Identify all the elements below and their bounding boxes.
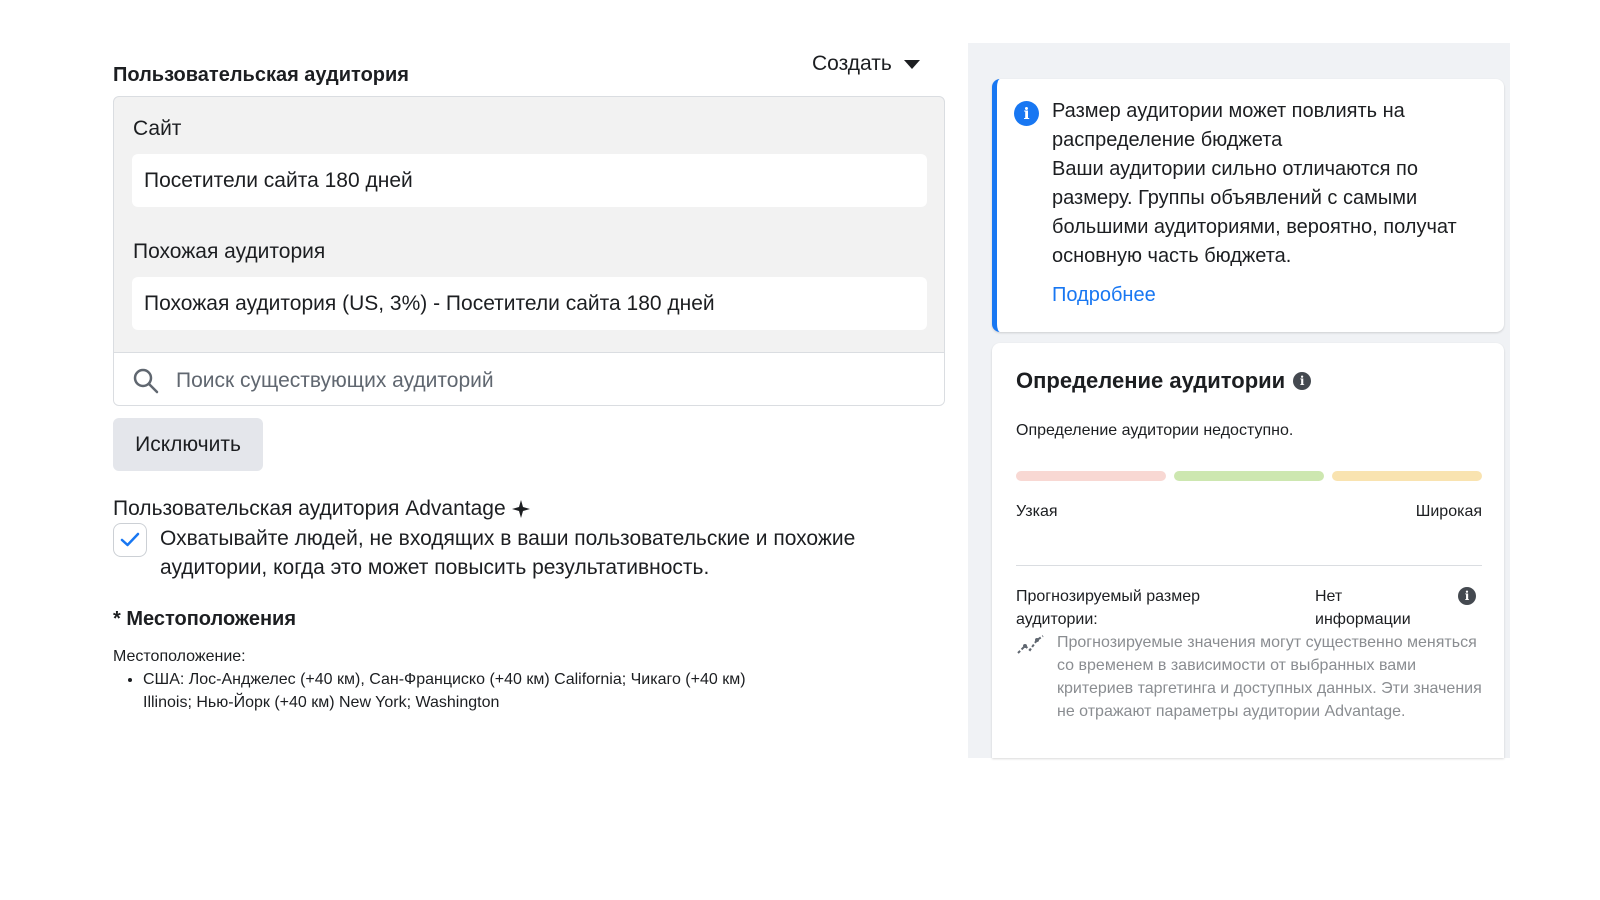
advantage-checkbox[interactable]	[113, 523, 147, 557]
audience-search-input[interactable]	[174, 368, 878, 394]
lookalike-audience-chip[interactable]: Похожая аудитория (US, 3%) - Посетители сайта 180 дней	[132, 277, 927, 330]
caret-down-icon	[904, 60, 920, 69]
audience-selection-box	[113, 96, 945, 406]
custom-audience-title: Пользовательская аудитория	[113, 64, 409, 86]
divider	[1016, 565, 1482, 566]
meter-segment-narrow	[1016, 471, 1166, 481]
checkmark-icon	[120, 532, 140, 548]
plus-sparkle-icon	[512, 500, 530, 518]
advantage-title	[113, 497, 530, 521]
info-icon[interactable]: i	[1293, 372, 1311, 390]
audience-search-row	[114, 352, 944, 406]
meter-segment-medium	[1174, 471, 1324, 481]
locations-title: * Местоположения	[113, 608, 297, 630]
info-icon[interactable]: i	[1458, 587, 1476, 605]
advantage-description: Охватывайте людей, не входящих в ваши пользовательские и похожие аудитории, когда это может повысить результативность.	[160, 527, 856, 579]
site-group-label: Сайт	[133, 117, 182, 140]
audience-definition-card	[992, 343, 1504, 758]
narrow-label: Узкая	[1016, 503, 1058, 520]
locations-label: Местоположение:	[113, 648, 246, 665]
info-text	[1052, 97, 1482, 271]
create-dropdown-button[interactable]	[812, 52, 920, 76]
estimated-size-label: Прогнозируемый размер аудитории:	[1016, 588, 1201, 628]
audience-definition-title-text: Определение аудитории	[1016, 368, 1286, 393]
lookalike-group-label: Похожая аудитория	[133, 240, 326, 263]
locations-list	[113, 668, 783, 714]
info-icon: i	[1014, 101, 1039, 126]
meter-segment-wide	[1332, 471, 1482, 481]
audience-definition-title	[1016, 368, 1311, 394]
site-audience-chip[interactable]: Посетители сайта 180 дней	[132, 154, 927, 207]
budget-info-card	[992, 79, 1504, 332]
audience-size-meter	[1016, 471, 1482, 481]
estimate-disclaimer: Прогнозируемые значения могут существенно меняться со временем в зависимости от выбранных вами критериев таргетинга и доступных данных. Эти значения не отражают параметры аудитории Advantage.	[1057, 634, 1482, 720]
trend-chart-icon	[1016, 633, 1046, 657]
advantage-title-text: Пользовательская аудитория Advantage	[113, 497, 506, 520]
info-heading: Размер аудитории может повлиять на распределение бюджета	[1052, 100, 1405, 151]
create-label: Создать	[812, 52, 892, 75]
estimated-size-value: Нет информации	[1315, 588, 1411, 628]
location-item: • США: Лос-Анджелес (+40 км), Сан-Франциско (+40 км) California; Чикаго (+40 км) Illinois; Нью-Йорк (+40 км) New York; Washington	[143, 668, 783, 714]
search-icon	[132, 367, 160, 395]
audience-definition-status: Определение аудитории недоступно.	[1016, 422, 1294, 439]
wide-label: Широкая	[1415, 503, 1482, 520]
info-body: Ваши аудитории сильно отличаются по размеру. Группы объявлений с самыми большими аудиториями, вероятно, получат основную часть бюджета.	[1052, 158, 1457, 267]
exclude-button[interactable]: Исключить	[113, 418, 263, 471]
learn-more-link[interactable]: Подробнее	[1052, 284, 1156, 306]
